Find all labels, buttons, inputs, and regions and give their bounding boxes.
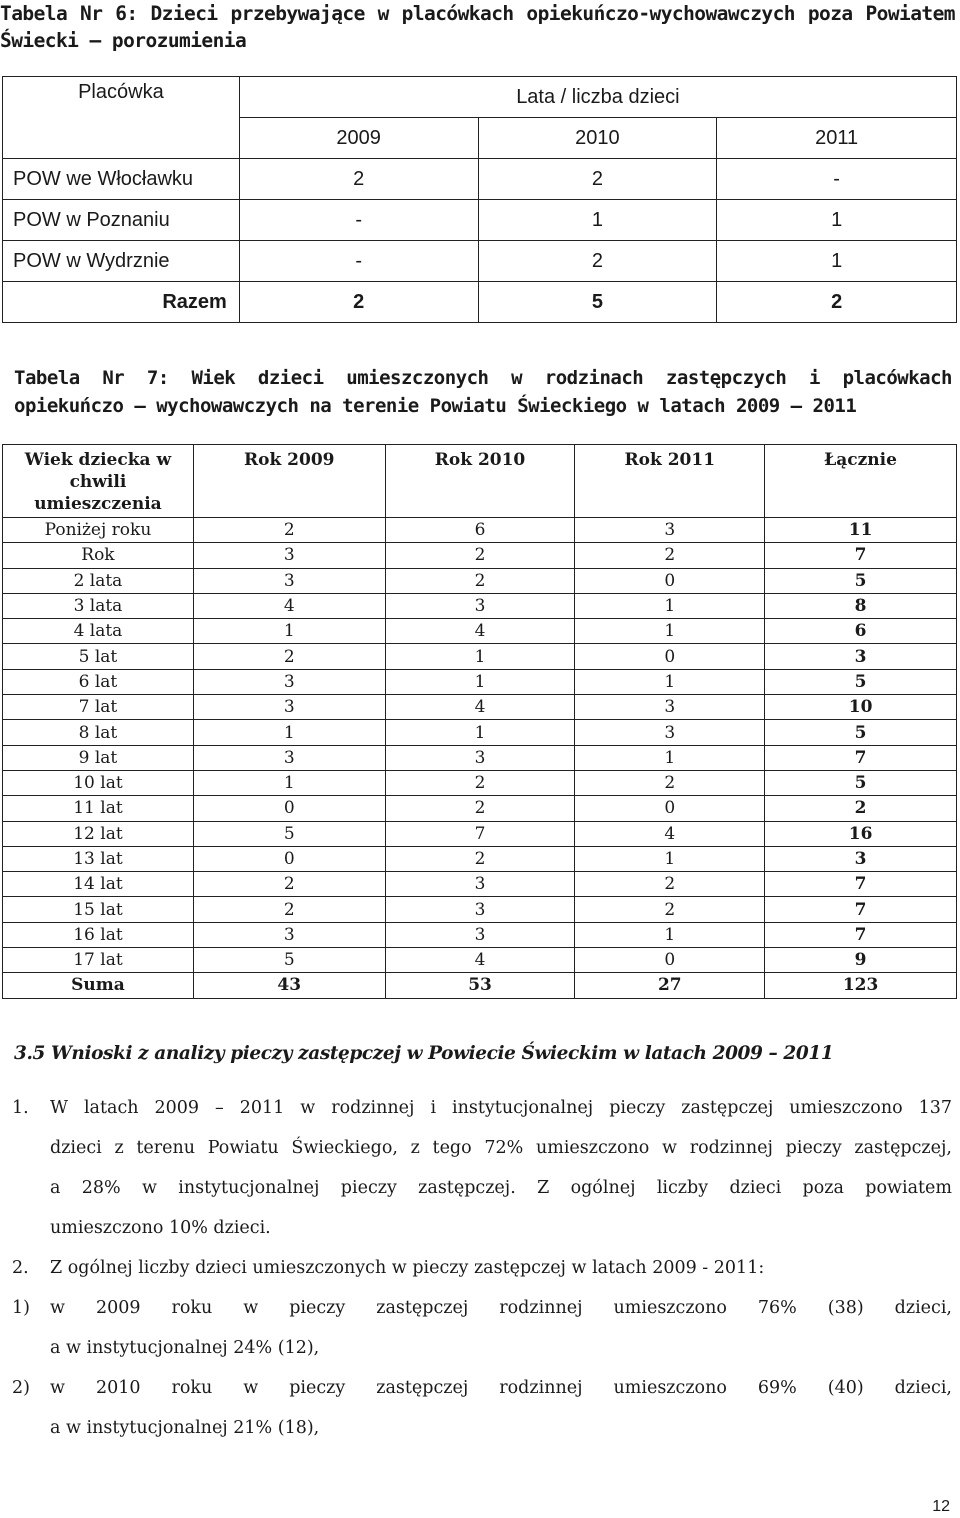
table7-cell: 3 bbox=[575, 695, 765, 720]
table7-cell: 1 bbox=[193, 619, 385, 644]
table7-header: Rok 2011 bbox=[575, 445, 765, 518]
paragraph-line: a w instytucjonalnej 21% (18), bbox=[50, 1418, 320, 1438]
table7-cell: 7 bbox=[765, 872, 957, 897]
table-row bbox=[3, 745, 957, 770]
table7-cell: 16 lat bbox=[3, 922, 194, 947]
table6-cell: 1 bbox=[478, 200, 717, 241]
table7-header: Rok 2009 bbox=[193, 445, 385, 518]
table7-cell: 1 bbox=[385, 644, 575, 669]
table6-year: 2011 bbox=[717, 118, 957, 159]
table7-cell: 8 lat bbox=[3, 720, 194, 745]
table7-cell: Poniżej roku bbox=[3, 518, 194, 543]
table7-cell: 1 bbox=[575, 619, 765, 644]
table6-header-lata: Lata / liczba dzieci bbox=[239, 77, 956, 118]
table7-cell: 1 bbox=[575, 669, 765, 694]
table7-cell: 2 bbox=[575, 872, 765, 897]
table-row bbox=[3, 619, 957, 644]
table7-cell: 16 bbox=[765, 821, 957, 846]
table7-cell: 3 bbox=[385, 872, 575, 897]
table6-cell: 2 bbox=[478, 241, 717, 282]
table7-cell: 6 bbox=[765, 619, 957, 644]
table-row bbox=[3, 948, 957, 973]
table7-cell: 4 bbox=[193, 593, 385, 618]
table7-cell: 7 lat bbox=[3, 695, 194, 720]
table7-cell: 2 bbox=[575, 543, 765, 568]
table7-header: Rok 2010 bbox=[385, 445, 575, 518]
table7-header: Łącznie bbox=[765, 445, 957, 518]
table7-cell: 3 bbox=[765, 846, 957, 871]
table7-cell: 13 lat bbox=[3, 846, 194, 871]
table7-cell: 2 bbox=[385, 846, 575, 871]
table7-cell: 2 bbox=[193, 518, 385, 543]
table7-title: Tabela Nr 7: Wiek dzieci umieszczonych w rodzinach zastępczych i placówkach opiekuńczo – wychowawczych na terenie Powiatu Świeckiego w latach 2009 – 2011 bbox=[14, 367, 952, 417]
paragraph-line: umieszczono 10% dzieci. bbox=[50, 1218, 271, 1238]
table6-cell: 2 bbox=[239, 282, 478, 323]
table7-cell: 4 bbox=[385, 948, 575, 973]
table7-cell: 3 bbox=[385, 922, 575, 947]
table-total-row bbox=[3, 282, 957, 323]
table7-cell: 15 lat bbox=[3, 897, 194, 922]
list-number: 1) bbox=[12, 1298, 30, 1318]
list-number: 2. bbox=[12, 1258, 29, 1278]
table7-cell: 9 bbox=[765, 948, 957, 973]
table6-cell: 2 bbox=[239, 159, 478, 200]
table7-cell: 1 bbox=[575, 922, 765, 947]
table7-cell: 2 bbox=[385, 568, 575, 593]
table7-cell: 10 lat bbox=[3, 770, 194, 795]
table7-cell: 3 bbox=[575, 720, 765, 745]
table7-cell: 5 bbox=[765, 669, 957, 694]
table7-cell: 0 bbox=[193, 846, 385, 871]
table-row bbox=[3, 518, 957, 543]
table6-header-placowka: Placówka bbox=[3, 77, 240, 159]
table6-cell: 1 bbox=[717, 241, 957, 282]
table6-cell: - bbox=[239, 200, 478, 241]
table7-cell: 3 bbox=[385, 897, 575, 922]
table6-cell: - bbox=[239, 241, 478, 282]
table7-cell: 1 bbox=[575, 593, 765, 618]
table7-cell: 8 bbox=[765, 593, 957, 618]
table-row bbox=[3, 669, 957, 694]
table-row bbox=[3, 241, 957, 282]
table7-cell: 3 bbox=[765, 644, 957, 669]
table-row bbox=[3, 872, 957, 897]
table7-cell: 4 lata bbox=[3, 619, 194, 644]
table-row bbox=[3, 695, 957, 720]
table7-cell: 2 bbox=[765, 796, 957, 821]
table7-cell: 3 lata bbox=[3, 593, 194, 618]
table7-cell: 2 bbox=[385, 543, 575, 568]
table7-cell: 2 lata bbox=[3, 568, 194, 593]
table6-title: Tabela Nr 6: Dzieci przebywające w placówkach opiekuńczo-wychowawczych poza Powiatem Świecki – porozumienia bbox=[0, 2, 955, 52]
table6-year: 2010 bbox=[478, 118, 717, 159]
table7-cell: 1 bbox=[193, 770, 385, 795]
paragraph-line: Z ogólnej liczby dzieci umieszczonych w pieczy zastępczej w latach 2009 - 2011: bbox=[50, 1258, 765, 1278]
paragraph-line: w 2009 roku w pieczy zastępczej rodzinnej umieszczono 76% (38) dzieci, bbox=[50, 1298, 952, 1318]
table6 bbox=[2, 76, 957, 323]
table7-cell: 5 bbox=[193, 948, 385, 973]
table7-cell: Suma bbox=[3, 973, 194, 998]
paragraph-line: a w instytucjonalnej 24% (12), bbox=[50, 1338, 320, 1358]
table7-cell: 1 bbox=[385, 669, 575, 694]
table7-cell: 7 bbox=[765, 543, 957, 568]
table7-cell: 4 bbox=[385, 695, 575, 720]
table-row bbox=[3, 922, 957, 947]
list-number: 2) bbox=[12, 1378, 30, 1398]
table7-cell: 6 lat bbox=[3, 669, 194, 694]
table-row bbox=[3, 846, 957, 871]
table7-cell: 10 bbox=[765, 695, 957, 720]
table7-cell: 2 bbox=[193, 897, 385, 922]
table7-cell: 0 bbox=[575, 796, 765, 821]
table7-cell: 123 bbox=[765, 973, 957, 998]
table7 bbox=[2, 444, 957, 999]
table7-cell: 4 bbox=[385, 619, 575, 644]
paragraph-line: W latach 2009 – 2011 w rodzinnej i instytucjonalnej pieczy zastępczej umieszczono 137 bbox=[50, 1098, 952, 1118]
table-row bbox=[3, 543, 957, 568]
table6-cell: POW w Wydrznie bbox=[3, 241, 240, 282]
table-row bbox=[3, 821, 957, 846]
table7-cell: 0 bbox=[575, 644, 765, 669]
table7-cell: 1 bbox=[575, 846, 765, 871]
list-number: 1. bbox=[12, 1098, 29, 1118]
table7-cell: 0 bbox=[193, 796, 385, 821]
table6-cell: 1 bbox=[717, 200, 957, 241]
table7-cell: 1 bbox=[575, 745, 765, 770]
table7-cell: 5 bbox=[765, 720, 957, 745]
table7-cell: 3 bbox=[385, 745, 575, 770]
table7-cell: 1 bbox=[385, 720, 575, 745]
table7-cell: 43 bbox=[193, 973, 385, 998]
table7-cell: 0 bbox=[575, 568, 765, 593]
table-row bbox=[3, 644, 957, 669]
table7-header: Wiek dziecka w chwili umieszczenia bbox=[3, 445, 194, 518]
table7-cell: 5 lat bbox=[3, 644, 194, 669]
table-row bbox=[3, 897, 957, 922]
table7-cell: 5 bbox=[193, 821, 385, 846]
paragraph-line: dzieci z terenu Powiatu Świeckiego, z tego 72% umieszczono w rodzinnej pieczy zastępczej, bbox=[50, 1138, 952, 1158]
table-total-row bbox=[3, 973, 957, 998]
table-row bbox=[3, 568, 957, 593]
table6-cell: 5 bbox=[478, 282, 717, 323]
table7-cell: 7 bbox=[385, 821, 575, 846]
table7-cell: 12 lat bbox=[3, 821, 194, 846]
table7-cell: 53 bbox=[385, 973, 575, 998]
table7-cell: 3 bbox=[193, 669, 385, 694]
table6-year: 2009 bbox=[239, 118, 478, 159]
table7-cell: 7 bbox=[765, 745, 957, 770]
table7-cell: 2 bbox=[575, 770, 765, 795]
table7-cell: 0 bbox=[575, 948, 765, 973]
section-heading: 3.5 Wnioski z analizy pieczy zastępczej w Powiecie Świeckim w latach 2009 – 2011 bbox=[14, 1043, 834, 1064]
table7-cell: 3 bbox=[193, 568, 385, 593]
table-row bbox=[3, 720, 957, 745]
table7-cell: 11 bbox=[765, 518, 957, 543]
table7-cell: 3 bbox=[193, 543, 385, 568]
table7-cell: 14 lat bbox=[3, 872, 194, 897]
table7-cell: 3 bbox=[385, 593, 575, 618]
table7-cell: 3 bbox=[575, 518, 765, 543]
table6-cell: POW w Poznaniu bbox=[3, 200, 240, 241]
table7-cell: 6 bbox=[385, 518, 575, 543]
table6-cell: 2 bbox=[478, 159, 717, 200]
table7-cell: 17 lat bbox=[3, 948, 194, 973]
paragraph-line: a 28% w instytucjonalnej pieczy zastępczej. Z ogólnej liczby dzieci poza powiatem bbox=[50, 1178, 952, 1198]
table6-cell: POW we Włocławku bbox=[3, 159, 240, 200]
table7-cell: 3 bbox=[193, 922, 385, 947]
paragraph-line: w 2010 roku w pieczy zastępczej rodzinnej umieszczono 69% (40) dzieci, bbox=[50, 1378, 952, 1398]
table7-cell: 4 bbox=[575, 821, 765, 846]
table-row bbox=[3, 593, 957, 618]
table-row bbox=[3, 796, 957, 821]
table7-cell: 2 bbox=[385, 796, 575, 821]
table7-cell: 1 bbox=[193, 720, 385, 745]
table7-cell: 9 lat bbox=[3, 745, 194, 770]
table-row bbox=[3, 770, 957, 795]
table-row bbox=[3, 159, 957, 200]
table7-cell: 5 bbox=[765, 770, 957, 795]
table7-cell: 11 lat bbox=[3, 796, 194, 821]
table7-cell: 2 bbox=[575, 897, 765, 922]
table7-cell: 3 bbox=[193, 695, 385, 720]
table7-cell: 7 bbox=[765, 897, 957, 922]
table7-cell: 3 bbox=[193, 745, 385, 770]
table7-cell: Rok bbox=[3, 543, 194, 568]
table7-cell: 2 bbox=[193, 644, 385, 669]
table7-cell: 2 bbox=[385, 770, 575, 795]
table6-cell: 2 bbox=[717, 282, 957, 323]
table7-cell: 7 bbox=[765, 922, 957, 947]
table7-cell: 5 bbox=[765, 568, 957, 593]
table-row bbox=[3, 200, 957, 241]
table6-cell: Razem bbox=[3, 282, 240, 323]
table6-cell: - bbox=[717, 159, 957, 200]
page-number: 12 bbox=[932, 1498, 950, 1515]
table7-cell: 27 bbox=[575, 973, 765, 998]
table7-cell: 2 bbox=[193, 872, 385, 897]
